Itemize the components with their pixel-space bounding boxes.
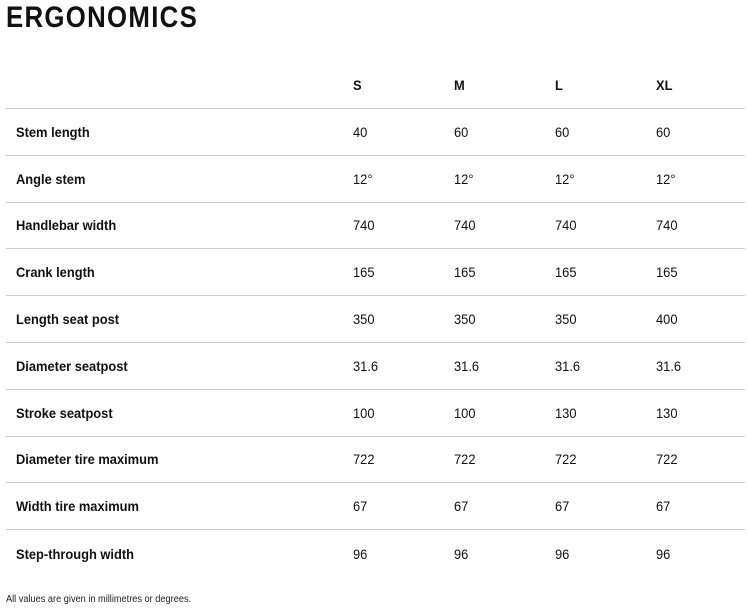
- cell-value: 60: [656, 123, 671, 140]
- cell-value: 100: [353, 404, 375, 421]
- table-row: [6, 109, 745, 156]
- cell-value: 100: [454, 404, 476, 421]
- cell-value: 12°: [454, 170, 474, 187]
- cell-value: 400: [656, 311, 678, 328]
- cell-value: 12°: [555, 170, 575, 187]
- page-title: ERGONOMICS: [6, 1, 199, 34]
- cell-value: 60: [454, 123, 469, 140]
- cell-value: 31.6: [353, 357, 379, 374]
- cell-value: 350: [454, 311, 476, 328]
- row-label: Diameter seatpost: [16, 357, 128, 374]
- cell-value: 12°: [353, 170, 373, 187]
- cell-value: 722: [656, 451, 678, 468]
- row-label: Angle stem: [16, 170, 86, 187]
- cell-value: 67: [454, 498, 469, 515]
- cell-value: 722: [454, 451, 476, 468]
- cell-value: 165: [555, 264, 577, 281]
- table-row: [6, 437, 745, 484]
- table-row: [6, 203, 745, 250]
- cell-value: 31.6: [555, 357, 581, 374]
- cell-value: 31.6: [656, 357, 682, 374]
- cell-value: 67: [555, 498, 570, 515]
- cell-value: 31.6: [454, 357, 480, 374]
- cell-value: 60: [555, 123, 570, 140]
- cell-value: 740: [454, 217, 476, 234]
- cell-value: 165: [353, 264, 375, 281]
- table-row: [6, 530, 745, 577]
- cell-value: 740: [555, 217, 577, 234]
- table-row: [6, 483, 745, 530]
- ergonomics-table: [6, 62, 745, 577]
- size-header-xl: XL: [656, 77, 673, 93]
- row-label: Width tire maximum: [16, 498, 139, 515]
- cell-value: 350: [555, 311, 577, 328]
- table-row: [6, 390, 745, 437]
- table-row: [6, 343, 745, 390]
- row-label: Diameter tire maximum: [16, 451, 159, 468]
- row-label: Stem length: [16, 123, 90, 140]
- cell-value: 96: [656, 545, 671, 562]
- cell-value: 12°: [656, 170, 676, 187]
- cell-value: 96: [454, 545, 469, 562]
- cell-value: 722: [353, 451, 375, 468]
- footnote: All values are given in millimetres or degrees.: [6, 594, 192, 605]
- row-label: Stroke seatpost: [16, 404, 113, 421]
- cell-value: 350: [353, 311, 375, 328]
- size-header-m: M: [454, 77, 465, 93]
- cell-value: 96: [353, 545, 368, 562]
- row-label: Step-through width: [16, 545, 135, 562]
- cell-value: 165: [656, 264, 678, 281]
- cell-value: 165: [454, 264, 476, 281]
- row-label: Handlebar width: [16, 217, 117, 234]
- table-row: [6, 296, 745, 343]
- cell-value: 67: [656, 498, 671, 515]
- cell-value: 40: [353, 123, 368, 140]
- size-header-l: L: [555, 77, 563, 93]
- row-label: Crank length: [16, 264, 95, 281]
- cell-value: 740: [353, 217, 375, 234]
- cell-value: 67: [353, 498, 368, 515]
- cell-value: 130: [555, 404, 577, 421]
- cell-value: 740: [656, 217, 678, 234]
- table-row: [6, 156, 745, 203]
- cell-value: 722: [555, 451, 577, 468]
- row-label: Length seat post: [16, 311, 120, 328]
- table-header-row: [6, 62, 745, 109]
- size-header-s: S: [353, 77, 362, 93]
- cell-value: 96: [555, 545, 570, 562]
- cell-value: 130: [656, 404, 678, 421]
- table-row: [6, 249, 745, 296]
